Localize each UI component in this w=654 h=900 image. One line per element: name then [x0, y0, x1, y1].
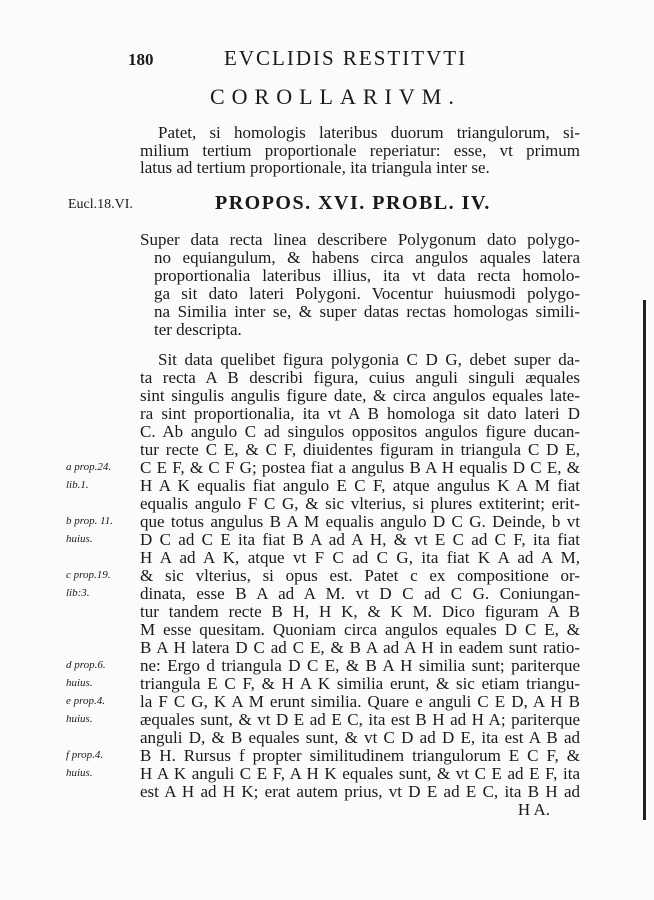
text-line: D C ad C E ita fiat B A ad A H, & vt E C ad C F, ita fiat [140, 530, 580, 549]
text-line: H A K equalis fiat angulo E C F, atque angulus K A M fiat [140, 476, 580, 495]
text-line: ne: Ergo d triangula D C E, & B A H similia sunt; pariterque [140, 656, 580, 675]
text-line: ta recta A B describi figura, cuius anguli singuli æquales [140, 368, 580, 387]
text-line: ra sint proportionalia, ita vt A B homologa sit dato lateri D [140, 404, 580, 423]
page-number: 180 [128, 50, 154, 69]
text-line: Super data recta linea describere Polygonum dato polygo- [140, 230, 580, 249]
text-line: milium tertium proportionale reperiatur: esse, vt primum [140, 140, 580, 160]
text-line: no equiangulum, & habens circa angulos aquales latera [154, 248, 580, 267]
text-line: est A H ad H K; erat autem prius, vt D E ad E C, ita B H ad [140, 782, 580, 801]
margin-note-ref: d prop.6. [66, 659, 106, 671]
text-line: la F C G, K A M erunt similia. Quare e anguli C E D, A H B [140, 692, 580, 711]
margin-note-book: huius. [66, 677, 93, 689]
text-line: tur recte C E, & C F, diuidentes figuram in triangula C D E, [140, 440, 580, 459]
margin-note-book: lib.1. [66, 479, 89, 491]
scan-edge [643, 300, 646, 820]
text-line: triangula E C F, & H A K similia erunt, & sic etiam triangu- [140, 674, 580, 693]
text-line: que totus angulus B A M equalis angulo D C G. Deinde, b vt [140, 512, 580, 531]
text-line: dinata, esse B A ad A M. vt D C ad C G. Coniungan- [140, 584, 580, 603]
text-line: Sit data quelibet figura polygonia C D G, debet super da- [158, 350, 580, 369]
text-line: C. Ab angulo C ad singulos oppositos angulos figure ducan- [140, 422, 580, 441]
proposition-statement [140, 231, 580, 339]
margin-note-book: huius. [66, 767, 93, 779]
text-line: sint singulis angulis figure date, & circa angulos equales late- [140, 386, 580, 405]
corollary-title: COROLLARIVM. [210, 84, 461, 109]
text-line: na Similia inter se, & super datas rectas homologas simili- [154, 302, 580, 321]
margin-note-ref: a prop.24. [66, 461, 112, 473]
text-line: H A. [517, 800, 550, 819]
margin-note-book: lib:3. [66, 587, 90, 599]
text-line: H A K anguli C E F, A H K equales sunt, & vt C E ad E F, ita [140, 764, 580, 783]
text-line: ga sit dato lateri Polygoni. Vocentur huiusmodi polygo- [154, 284, 580, 303]
text-line: C E F, & C F G; postea fiat a angulus B A H equalis D C E, & [140, 458, 580, 477]
text-line: equalis angulo F C G, & sic vlterius, si plures extiterint; erit- [140, 494, 580, 513]
text-line: latus ad tertium proportionale, ita triangula inter se. [140, 158, 490, 177]
text-line: H A ad A K, atque vt F C ad C G, ita fiat K A ad A M, [140, 548, 580, 567]
body-paragraph [140, 351, 580, 819]
text-line: B A H latera D C ad C E, & B A ad A H in eadem sunt ratio- [140, 638, 580, 657]
margin-note-book: huius. [66, 713, 93, 725]
text-line: M esse quesitam. Quoniam circa angulos equales D C E, & [140, 620, 580, 639]
text-line: & sic vlterius, si opus est. Patet c ex compositione or- [140, 566, 580, 585]
margin-reference: Eucl.18.VI. [68, 197, 133, 212]
text-line: ter descripta. [154, 320, 242, 339]
proposition-title: PROPOS. XVI. PROBL. IV. [215, 192, 491, 214]
margin-note-ref: c prop.19. [66, 569, 111, 581]
margin-note-ref: b prop. 11. [66, 515, 114, 527]
text-line: anguli D, & B equales sunt, & vt C D ad D E, ita est A B ad [140, 728, 580, 747]
text-line: tur tandem recte B H, H K, & K M. Dico figuram A B [140, 602, 580, 621]
margin-note-ref: e prop.4. [66, 695, 106, 707]
margin-note-ref: f prop.4. [66, 749, 104, 761]
margin-note-book: huius. [66, 533, 93, 545]
text-line: B H. Rursus f propter similitudinem triangulorum E C F, & [140, 746, 580, 765]
text-line: proportionalia lateribus illius, ita vt data recta homolo- [154, 266, 580, 285]
text-line: æquales sunt, & vt D E ad E C, ita est B H ad H A; pariterque [140, 710, 580, 729]
text-line: Patet, si homologis lateribus duorum triangulorum, si- [158, 123, 580, 142]
corollary-paragraph [140, 124, 580, 177]
running-title: EVCLIDIS RESTITVTI [224, 46, 468, 70]
